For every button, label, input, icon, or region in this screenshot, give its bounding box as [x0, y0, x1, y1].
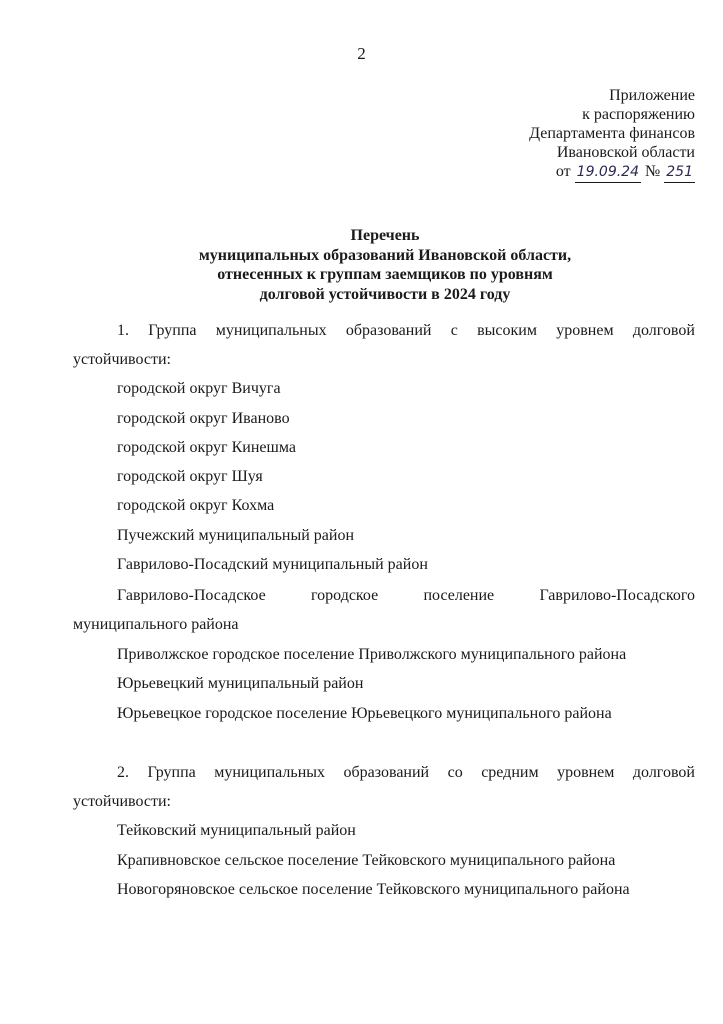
heading-word: уровнем	[556, 322, 614, 339]
list-item: Приволжское городское поселение Приволжского муниципального района	[117, 646, 627, 663]
item-word: Гаврилово-Посадского	[539, 587, 695, 604]
title-line: долговой устойчивости в 2024 году	[259, 285, 511, 303]
item-word: городское	[310, 587, 379, 604]
item-word: Гаврилово-Посадское	[117, 587, 266, 604]
list-item-cont: муниципального района	[73, 616, 239, 633]
number-sign: №	[645, 163, 661, 180]
heading-word: с	[450, 322, 458, 339]
page-number: 2	[357, 44, 366, 63]
appendix-line: Ивановской области	[556, 144, 695, 161]
list-item: городской округ Кинешма	[117, 439, 296, 456]
title-line: отнесенных к группам заемщиков по уровням	[217, 266, 553, 283]
group2-heading	[117, 764, 695, 782]
heading-word: муниципальных	[215, 322, 327, 339]
list-item-justified	[117, 587, 695, 605]
heading-word: 1.	[117, 322, 129, 339]
heading-word: образований	[343, 764, 430, 781]
handwritten-date: 19.09.24	[575, 163, 641, 183]
list-item: Крапивновское сельское поселение Тейковского муниципального района	[117, 852, 616, 869]
document-title	[0, 226, 723, 304]
title-line: Перечень	[350, 227, 420, 244]
handwritten-number: 251	[664, 163, 695, 183]
heading-word: муниципальных	[214, 764, 326, 781]
list-item: Гаврилово-Посадский муниципальный район	[117, 556, 428, 573]
list-item: городской округ Шуя	[117, 468, 263, 485]
heading-word: высоким	[477, 322, 537, 339]
appendix-line: Департамента финансов	[529, 125, 695, 142]
list-item: Пучежский муниципальный район	[117, 527, 355, 544]
heading-word: 2.	[117, 764, 129, 781]
appendix-line: Приложение	[609, 87, 695, 104]
heading-word: уровнем	[557, 764, 615, 781]
appendix-date-line	[529, 162, 695, 183]
item-word: поселение	[423, 587, 495, 604]
heading-word: Группа	[148, 322, 197, 339]
heading-word: долговой	[632, 764, 695, 781]
heading-word: образований	[345, 322, 432, 339]
list-item: городской округ Кохма	[117, 497, 275, 514]
list-item: Тейковский муниципальный район	[117, 822, 356, 839]
list-item: Юрьевецкий муниципальный район	[117, 675, 364, 692]
list-item: Новогоряновское сельское поселение Тейковского муниципального района	[117, 881, 630, 898]
heading-word: Группа	[147, 764, 196, 781]
date-prefix: от	[555, 163, 571, 180]
heading-word: средним	[481, 764, 539, 781]
appendix-line: к распоряжению	[582, 106, 695, 123]
heading-word: со	[447, 764, 463, 781]
appendix-header	[529, 86, 695, 183]
group1-heading	[117, 322, 695, 340]
heading-word: долговой	[632, 322, 695, 339]
list-item: городской округ Вичуга	[117, 380, 281, 397]
group1-heading-cont: устойчивости:	[73, 351, 171, 368]
list-item: Юрьевецкое городское поселение Юрьевецкого муниципального района	[117, 705, 612, 722]
group2-heading-cont: устойчивости:	[73, 793, 171, 810]
list-item: городской округ Иваново	[117, 410, 290, 427]
title-line: муниципальных образований Ивановской области,	[198, 246, 572, 264]
